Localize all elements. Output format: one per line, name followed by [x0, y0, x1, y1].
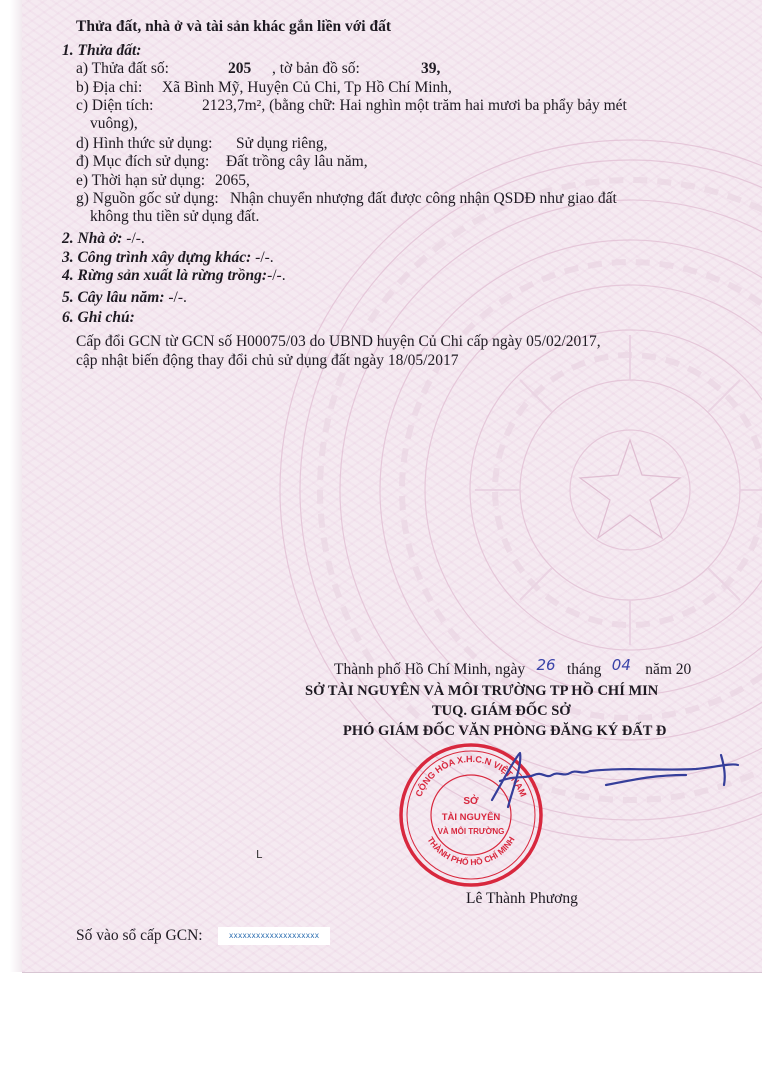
- signer-name: Lê Thành Phương: [466, 890, 578, 907]
- usage-origin-label: g) Nguồn gốc sử dụng:: [76, 190, 219, 207]
- seal-center-line-2: TÀI NGUYÊN: [441, 812, 501, 823]
- stray-mark: L: [256, 848, 263, 861]
- address-label: b) Địa chỉ:: [76, 79, 143, 96]
- signer-position: PHÓ GIÁM ĐỐC VĂN PHÒNG ĐĂNG KÝ ĐẤT Đ: [343, 723, 667, 739]
- section-3: [62, 249, 274, 267]
- usage-form-label: d) Hình thức sử dụng:: [76, 135, 213, 152]
- usage-origin-value-continued: không thu tiền sử dụng đất.: [90, 208, 260, 225]
- signing-place-date: [334, 656, 692, 679]
- authorization-title: TUQ. GIÁM ĐỐC SỞ: [432, 703, 571, 719]
- note-line-2: cập nhật biến động thay đổi chủ sử dụng đất ngày 18/05/2017: [76, 352, 459, 369]
- parcel-number-value: 205: [228, 60, 252, 77]
- note-line-1: Cấp đổi GCN từ GCN số H00075/03 do UBND huyện Củ Chi cấp ngày 05/02/2017,: [76, 333, 601, 350]
- year-label: năm 20: [645, 661, 692, 678]
- section-4-title: 4. Rừng sản xuất là rừng trồng:: [62, 267, 268, 284]
- section-2-value: -/-.: [126, 230, 145, 247]
- section-3-value: -/-.: [255, 249, 274, 266]
- usage-form-value: Sử dụng riêng,: [236, 135, 328, 152]
- issuing-authority: SỞ TÀI NGUYÊN VÀ MÔI TRƯỜNG TP HỒ CHÍ MIN: [305, 683, 659, 699]
- handwritten-month: 04: [611, 656, 631, 674]
- seal-outer-text: CỘNG HÒA X.H.C.N VIỆT NAM: [413, 753, 529, 799]
- registry-number-redacted: xxxxxxxxxxxxxxxxxxxx: [218, 927, 330, 945]
- section-4-value: -/-.: [267, 267, 286, 284]
- parcel-number-label: a) Thửa đất số:: [76, 60, 169, 77]
- handwritten-day: 26: [536, 656, 556, 674]
- section-6-title: 6. Ghi chú:: [62, 309, 135, 326]
- section-5-value: -/-.: [168, 289, 187, 306]
- area-value: 2123,7m², (bằng chữ: Hai nghìn một trăm hai mươi ba phẩy bảy mét: [202, 97, 627, 114]
- usage-purpose-value: Đất trồng cây lâu năm,: [226, 153, 368, 170]
- section-3-title: 3. Công trình xây dựng khác:: [62, 249, 252, 266]
- place-date-prefix: Thành phố Hồ Chí Minh, ngày: [334, 661, 526, 678]
- registry-label: Số vào sổ cấp GCN:: [76, 927, 203, 944]
- usage-purpose-label: đ) Mục đích sử dụng:: [76, 153, 210, 170]
- map-sheet-value: 39,: [421, 60, 441, 77]
- month-label: tháng: [566, 661, 602, 678]
- section-1-title: 1. Thửa đất:: [62, 42, 142, 59]
- handwritten-signature: [486, 745, 741, 815]
- usage-term-value: 2065,: [215, 172, 250, 189]
- usage-origin-value: Nhận chuyển nhượng đất được công nhận QSDĐ như giao đất: [230, 190, 617, 207]
- map-sheet-label: , tờ bản đồ số:: [272, 60, 360, 77]
- section-5-title: 5. Cây lâu năm:: [62, 289, 165, 306]
- usage-term-label: e) Thời hạn sử dụng:: [76, 172, 206, 189]
- seal-bottom-text: THÀNH PHỐ HỒ CHÍ MINH: [425, 834, 517, 868]
- page-heading: Thửa đất, nhà ở và tài sản khác gắn liền với đất: [76, 18, 392, 35]
- area-label: c) Diện tích:: [76, 97, 154, 114]
- seal-center-line-3: VÀ MÔI TRƯỜNG: [437, 827, 505, 836]
- section-5: [62, 289, 187, 307]
- seal-center-line-1: SỞ: [463, 796, 479, 807]
- section-2-title: 2. Nhà ở:: [62, 230, 123, 247]
- section-2: [62, 230, 145, 248]
- area-value-continued: vuông),: [90, 115, 138, 132]
- address-value: Xã Bình Mỹ, Huyện Củ Chi, Tp Hồ Chí Minh,: [162, 79, 452, 96]
- section-4: [62, 267, 286, 285]
